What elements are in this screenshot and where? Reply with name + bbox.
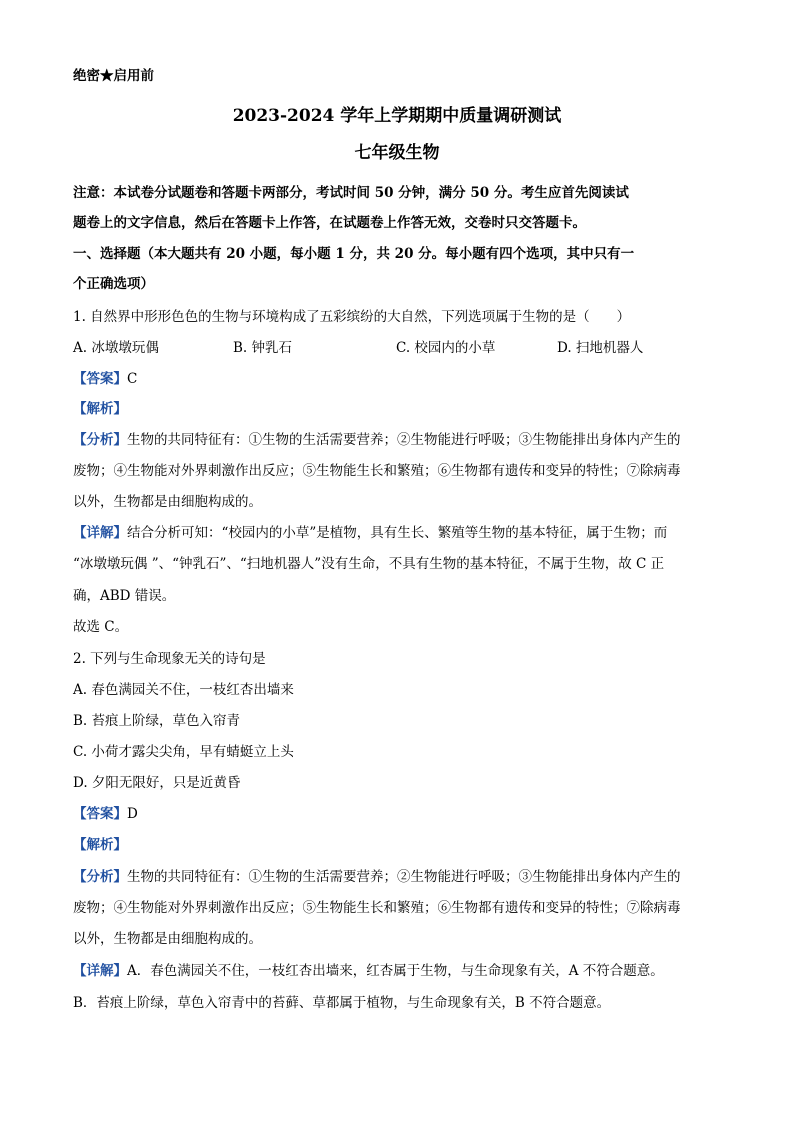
secret-label: 绝密★启用前 bbox=[73, 68, 154, 84]
fenxi-tag: 【分析】 bbox=[73, 432, 127, 448]
answer-value: D bbox=[127, 806, 138, 822]
xiangjie-tag: 【详解】 bbox=[73, 963, 127, 979]
exam-subtitle: 七年级生物 bbox=[354, 143, 440, 163]
conclusion: 故选 C。 bbox=[73, 619, 129, 635]
jiexi-line bbox=[73, 399, 127, 419]
notice-line: 注意：本试卷分试题卷和答题卡两部分，考试时间 50 分钟，满分 50 分。考生应首先阅读试 bbox=[73, 185, 629, 201]
xiangjie-text: A．春色满园关不住，一枝红杏出墙来，红杏属于生物，与生命现象有关，A 不符合题意。 bbox=[127, 963, 664, 979]
option-d: D. 扫地机器人 bbox=[557, 340, 644, 356]
fenxi-text: 生物的共同特征有：①生物的生活需要营养；②生物能进行呼吸；③生物能排出身体内产生的 bbox=[127, 869, 681, 885]
xiangjie-line bbox=[73, 961, 664, 981]
xiangjie-text: “冰墩墩玩偶 ”、“钟乳石”、“扫地机器人”没有生命，不具有生物的基本特征，不属于生物，故 C 正 bbox=[73, 556, 665, 572]
xiangjie-tag: 【详解】 bbox=[73, 525, 127, 541]
fenxi-line bbox=[73, 430, 681, 450]
jiexi-tag: 【解析】 bbox=[73, 837, 127, 853]
answer-value: C bbox=[127, 371, 138, 387]
exam-title: 2023-2024 学年上学期期中质量调研测试 bbox=[232, 106, 562, 126]
option-b: B. 苔痕上阶绿，草色入帘青 bbox=[73, 713, 241, 729]
option-c: C. 校园内的小草 bbox=[396, 340, 496, 356]
option-a: A. 春色满园关不住，一枝红杏出墙来 bbox=[73, 682, 294, 698]
fenxi-text: 以外，生物都是由细胞构成的。 bbox=[73, 494, 262, 510]
option-b: B. 钟乳石 bbox=[233, 340, 293, 356]
jiexi-line bbox=[73, 835, 127, 855]
option-a: A. 冰墩墩玩偶 bbox=[73, 340, 159, 356]
xiangjie-text: 结合分析可知：“校园内的小草”是植物，具有生长、繁殖等生物的基本特征，属于生物；而 bbox=[127, 525, 668, 541]
answer-tag: 【答案】 bbox=[73, 806, 127, 822]
fenxi-tag: 【分析】 bbox=[73, 869, 127, 885]
section-heading: 一、选择题（本大题共有 20 小题，每小题 1 分，共 20 分。每小题有四个选项，其中只有一 bbox=[73, 246, 635, 262]
question-stem: 1. 自然界中形形色色的生物与环境构成了五彩缤纷的大自然，下列选项属于生物的是（ ） bbox=[73, 309, 631, 325]
answer-tag: 【答案】 bbox=[73, 371, 127, 387]
fenxi-text: 废物；④生物能对外界刺激作出反应；⑤生物能生长和繁殖；⑥生物都有遗传和变异的特性；⑦除病毒 bbox=[73, 900, 681, 916]
option-c: C. 小荷才露尖尖角，早有蜻蜓立上头 bbox=[73, 744, 294, 760]
answer-line bbox=[73, 804, 138, 824]
fenxi-line bbox=[73, 867, 681, 887]
fenxi-text: 生物的共同特征有：①生物的生活需要营养；②生物能进行呼吸；③生物能排出身体内产生的 bbox=[127, 432, 681, 448]
notice-line: 题卷上的文字信息，然后在答题卡上作答，在试题卷上作答无效，交卷时只交答题卡。 bbox=[73, 215, 586, 231]
question-stem: 2. 下列与生命现象无关的诗句是 bbox=[73, 651, 266, 667]
answer-line bbox=[73, 369, 137, 389]
option-d: D. 夕阳无限好，只是近黄昏 bbox=[73, 775, 241, 791]
section-heading: 个正确选项） bbox=[73, 276, 154, 292]
xiangjie-line bbox=[73, 523, 667, 543]
xiangjie-text: 确，ABD 错误。 bbox=[73, 588, 176, 604]
jiexi-tag: 【解析】 bbox=[73, 401, 127, 417]
fenxi-text: 废物；④生物能对外界刺激作出反应；⑤生物能生长和繁殖；⑥生物都有遗传和变异的特性；⑦除病毒 bbox=[73, 463, 681, 479]
xiangjie-text: B．苔痕上阶绿，草色入帘青中的苔藓、草都属于植物，与生命现象有关，B 不符合题意。 bbox=[73, 995, 611, 1011]
fenxi-text: 以外，生物都是由细胞构成的。 bbox=[73, 931, 262, 947]
